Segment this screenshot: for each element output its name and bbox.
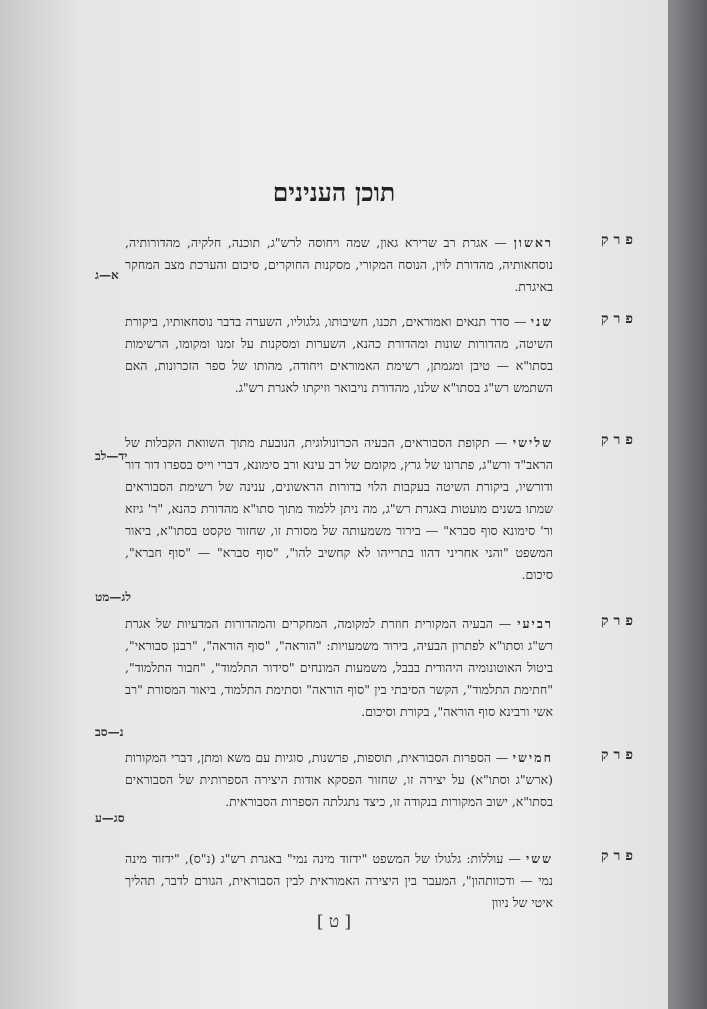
chapter-label: פרק [601,311,638,327]
page-number: [ ט ] [316,912,352,932]
chapter-name: שני [530,314,553,329]
chapter-text: — תקופת הסבוראים, הבעיה הכרונולוגית, הנובעת מתוך השוואת הקבלות של הראב"ד ורש"ג, פתרונו של גרץ, מקומם של רב עינא ורב סימונא, דברי וייס בספרו דור דור ודורשיו, ביקורת השיטה בעקבות הלוי בדורות הראשונים, ענינה של רשימת הסבוראים שמתו בשנים מועטות באגרת רש"ג, מה ניתן ללמוד מתוך סתו"א מהדורת כהנא, "ר' גיזא ור' סימונא סוף סברא" — בירור משמעותה של מסורת זו, שחזור טקסט בסתו"א, ביאור המשפט "והני אחריני דהוו בתרייהו לא קחשיב להו", "סוף סברא" — "סוף חברא", סיכום. [125,435,553,582]
chapter-body [125,747,553,813]
chapter-pages: נ—סב [95,725,124,739]
chapter-label: פרק [601,432,638,448]
chapter-pages: סג—ע [95,811,125,825]
chapter-text: — הספרות הסבוראית, תוספות, פרשנות, סוגיות עם משא ומתן, דברי המקורות (ארש"ג וסתו"א) על יצירה זו, שחזור הפסקא אודות היצירה הספרותית של הסבוראים בסתו"א, ישוב המקורות בנקודה זו, כיצד נתגלתה הספרות הסבוראית. [125,750,553,809]
chapter-text: — הבעיה המקורית חוזרת למקומה, המחקרים והמהדורות המדעיות של אגרת רש"ג וסתו"א לפתרון הבעיה, בירור משמעויות: "הוראה", "סוף הוראה", "רבנן סבוראי", ביטול האוטונומיה היהודית בבבל, משמעות המונחים "סידור התלמוד", "חבור התלמוד", "חתימת התלמוד", הקשר הסיבתי בין "סוף הוראה" וסתימת התלמוד, ביאור המסורת "רב אשי ורבינא סוף הוראה", בקורת וסיכום. [125,616,553,719]
chapter-name: רביעי [517,616,553,631]
chapter-text: — סדר תנאים ואמוראים, תכנו, חשיבותו, גלגוליו, השערה בדבר נוסחאותיו, ביקורת השיטה, מהדורות שונות ומהדורת כהנא, השערות ומסקנות על זמנו ומקומו, הרשימות בסתו"א — טיבן ומגמתן, רשימת האמוראים ויחודה, מהותו של ספר הזכרונות, האם השתמש רש"ג בסתו"א שלנו, מהדורת נויבואר וזיקתו לאגרת רש"ג. [125,314,553,395]
chapter-pages: א—ג [95,268,119,282]
chapter-name: ששי [526,851,553,866]
page-title: תוכן הענינים [272,178,396,207]
chapter-label: פרק [601,747,638,763]
chapter-text: — עוללות: גלגולו של המשפט "ידזוד מינה נמי" באגרת רש"ג (נ"ס), "ידזוד מינה נמי — ודכוותהון", המעבר בין היצירה האמוראית לבין הסבוראית, הגורם לדבר, תהליך איטי של ניוון [125,851,553,910]
chapter-body [125,432,553,586]
chapter-name: ראשון [513,235,553,250]
chapter-pages: יד—לב [95,449,128,463]
chapter-name: חמישי [512,750,553,765]
chapter-label: פרק [601,613,638,629]
chapter-text: — אגרת רב שרירא גאון, שמה ויחוסה לרש"ג, תוכנה, חלקיה, מהדורותיה, נוסחאותיה, מהדורת לוין, הנוסח המקורי, מסקנות החוקרים, סיכום והערכת מצב המחקר באיגרת. [125,235,553,294]
chapter-body [125,848,553,914]
chapter-pages: לג—מט [95,590,131,604]
chapter-label: פרק [601,232,638,248]
page-edge-shadow [668,0,707,1009]
chapter-body [125,613,553,723]
chapter-body [125,311,553,399]
chapter-label: פרק [601,848,638,864]
chapter-body [125,232,553,298]
chapter-name: שלישי [512,435,553,450]
